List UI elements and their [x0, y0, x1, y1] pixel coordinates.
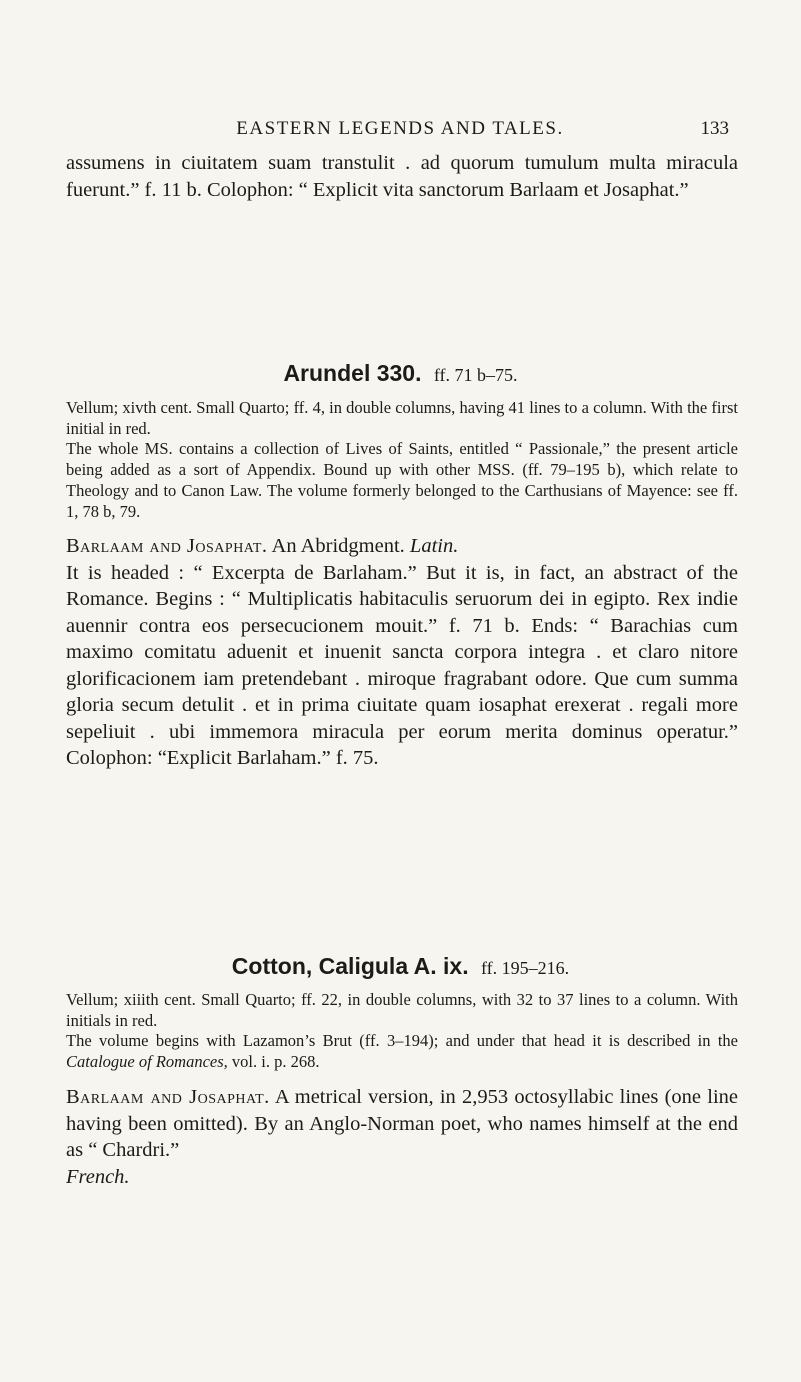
entry-language: Latin. — [409, 535, 459, 557]
entry-body-line — [66, 1084, 738, 1164]
description-paragraph: Vellum; xiiith cent. Small Quarto; ff. 22, in double columns, with 32 to 37 lines to a column. With initials in red. — [66, 990, 738, 1030]
intro-block — [66, 150, 738, 203]
cotton-entry — [66, 1084, 738, 1190]
description-paragraph: Vellum; xivth cent. Small Quarto; ff. 4, in double columns, having 41 lines to a column. With the first initial in red. — [66, 398, 738, 438]
description-paragraph: The whole MS. contains a collection of Lives of Saints, entitled “ Passionale,” the present article being added as a sort of Appendix. Bound up with other MSS. (ff. 79–195 b), which relate to Theology and to Canon Law. The volume formerly belonged to the Carthusians of Mayence: see ff. 1, 78 b, 79. — [66, 439, 738, 521]
running-head-title: EASTERN LEGENDS AND TALES. — [236, 118, 564, 139]
entry-heading-line — [66, 533, 738, 560]
cotton-description — [66, 990, 738, 1073]
arundel-entry — [66, 533, 738, 772]
description-text: vol. i. p. 268. — [227, 1052, 320, 1072]
entry-title: Barlaam and Josaphat. — [66, 1086, 270, 1108]
section-heading-title: Cotton, Caligula A. ix. — [231, 953, 469, 979]
entry-body: A metrical version, in 2,953 octosyllabic lines (one line having been omitted). By an Anglo-Norman poet, who names himself at the end as “ Chardri.” — [66, 1086, 738, 1161]
entry-language: French. — [66, 1165, 130, 1188]
entry-body: It is headed : “ Excerpta de Barlaham.” But it is, in fact, an abstract of the Romance. Begins : “ Multiplicatis habitaculis seruorum dei in egipto. Rex indie auennir contra eos persecucionem mouit.” f. 71 b. Ends: “ Barachias cum maximo comitatu aduenit et inuenit sancta corpora integra . et claro nitore glorificacionem iam pretendebant . miroque fragrabant odore. Que cum summa gloria secum detulit . et in prima ciuitate quam iosaphat erexerat . regali more sepeliuit . ubi immemora miracula per eorum merita dominus operatur.” Colophon: “Explicit Barlaham.” f. 75. — [66, 561, 738, 769]
section-heading-folios: ff. 71 b–75. — [433, 365, 518, 385]
description-text: The volume begins with Lazamon’s Brut (ff. 3–194); and under that head it is described in the — [66, 1031, 738, 1051]
section-heading-title: Arundel 330. — [283, 360, 422, 386]
section-heading-folios: ff. 195–216. — [481, 958, 570, 978]
entry-subtitle: An Abridgment. — [271, 535, 405, 557]
section-heading-arundel — [0, 360, 801, 387]
intro-paragraph: assumens in ciuitatem suam transtulit . ad quorum tumulum multa miracula fuerunt.” f. 11 b. Colophon: “ Explicit vita sanctorum Barlaam et Josaphat.” — [66, 152, 738, 201]
catalogue-title: Catalogue of Romances, — [66, 1052, 228, 1072]
page-number: 133 — [700, 118, 729, 139]
section-heading-cotton — [0, 953, 801, 980]
entry-title: Barlaam and Josaphat. — [66, 535, 268, 557]
arundel-description — [66, 398, 738, 522]
description-paragraph — [66, 1031, 738, 1072]
